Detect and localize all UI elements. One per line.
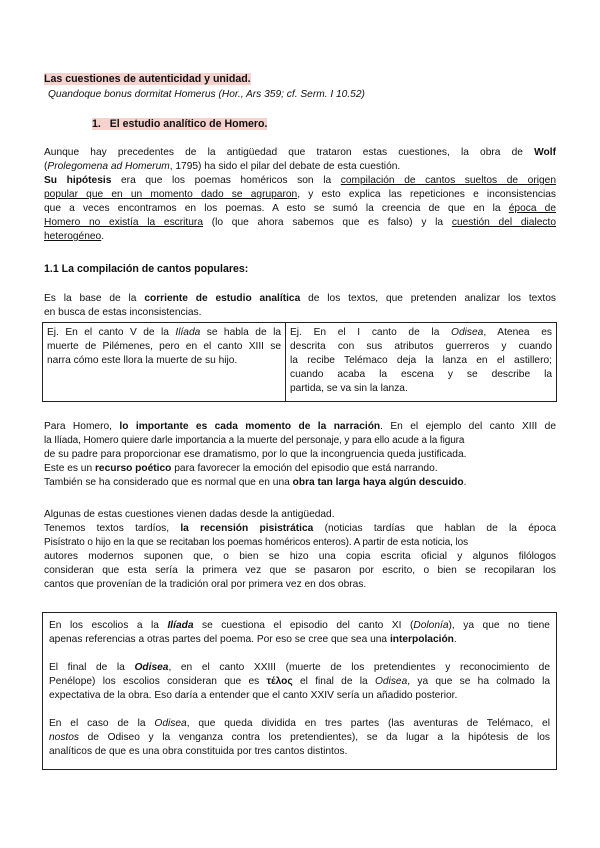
examples-table [42, 322, 557, 402]
antiquity-paragraph: Algunas de estas cuestiones vienen dadas desde la antigüedad. Tenemos textos tardíos, la recensión pisistrática (noticias tardías que hablan de la época Pisístrato o hijo en la que se recitaban los poemas homéricos enteros). A partir de esta noticia, los autores modernos suponen que, o bien se hizo una copia escrita oficial y algunos filólogos consideran que esta sería la primera vez que se pasaron por escrito, o bien se recopilaran los cantos que provenían de la tradición oral por primera vez en dos obras. [44, 509, 556, 590]
section-1-1-paragraph: Es la base de la corriente de estudio analítica de los textos, que pretenden analizar los textos en busca de estas inconsistencias. [44, 293, 557, 318]
document-title [44, 72, 251, 86]
wolf-name: Wolf [534, 147, 556, 158]
prolegomena-title: Prolegomena ad Homerum [47, 161, 170, 172]
narration-paragraph: Para Homero, lo importante es cada momento de la narración. En el ejemplo del canto XIII de la Ilíada, Homero quiere darle importancia a la muerte del personaje, y para ello acude a la figura de su padre para proporcionar ese dramatismo, por lo que la incongruencia queda justificada. Este es un recurso poético para favorecer la emoción del episodio que está narrando. También se ha considerado que es normal que en una obra tan larga haya algún descuido. [44, 421, 557, 488]
scholia-odyssey-parts-paragraph: En el caso de la Odisea, que queda dividida en tres partes (las aventuras de Telémaco, el nostos de Odiseo y la venganza contra los pretendientes), se da lugar a la hipótesis de los analíticos de que es una obra constituida por tres cantos distintos. [49, 718, 550, 757]
section-1-number: 1. [92, 118, 101, 130]
document-subtitle: Quandoque bonus dormitat Homerus (Hor., Ars 359; cf. Serm. I 10.52) [48, 89, 365, 100]
section-1-1-heading: 1.1 La compilación de cantos populares: [44, 263, 249, 275]
scholia-box [42, 612, 557, 770]
scholia-odyssey-end-paragraph: El final de la Odisea, en el canto XXIII (muerte de los pretendientes y reconocimiento de Penélope) los escolios consideran que es τέλος el final de la Odisea, ya que se ha colmado la expectativa de la obra. Eso daría a entender que el canto XXIV sería un añadido posterior. [49, 662, 550, 701]
section-1-heading [92, 117, 267, 131]
scholia-iliad-paragraph: En los escolios a la Ilíada se cuestiona el episodio del canto XI (Dolonía), ya que no tiene apenas referencias a otras partes del poema. Por eso se cree que sea una interpolación. [49, 620, 550, 645]
hypothesis-label: Su hipótesis [44, 175, 112, 186]
section-1-title: El estudio analítico de Homero. [109, 118, 268, 130]
example-iliad-cell: Ej. En el canto V de la Ilíada se habla de la muerte de Pilémenes, pero en el canto XIII se narra cómo este llora la muerte de su hijo. [47, 327, 281, 366]
document-title-text: Las cuestiones de autenticidad y unidad. [44, 73, 251, 85]
intro-paragraph: Aunque hay precedentes de la antigüedad que trataron estas cuestiones, la obra de Wolf (Prolegomena ad Homerum, 1795) ha sido el pilar del debate de esta cuestión. Su hipótesis era que los poemas homéricos son la compilación de cantos sueltos de origen popular que en un momento dado se agruparon, y esto explica las repeticiones e inconsistencias que a veces encontramos en los poemas. A esto se sumó la creencia de que en la época de Homero no existía la escritura (lo que ahora sabemos que es falso) y la cuestión del dialecto heterogéneo. [44, 147, 557, 242]
example-odyssey-cell: Ej. En el I canto de la Odisea, Atenea es descrita con sus atributos guerreros y cuando la recibe Telémaco deja la lanza en el astillero; cuando acaba la escena y se describe la partida, se va sin la lanza. [290, 327, 552, 394]
